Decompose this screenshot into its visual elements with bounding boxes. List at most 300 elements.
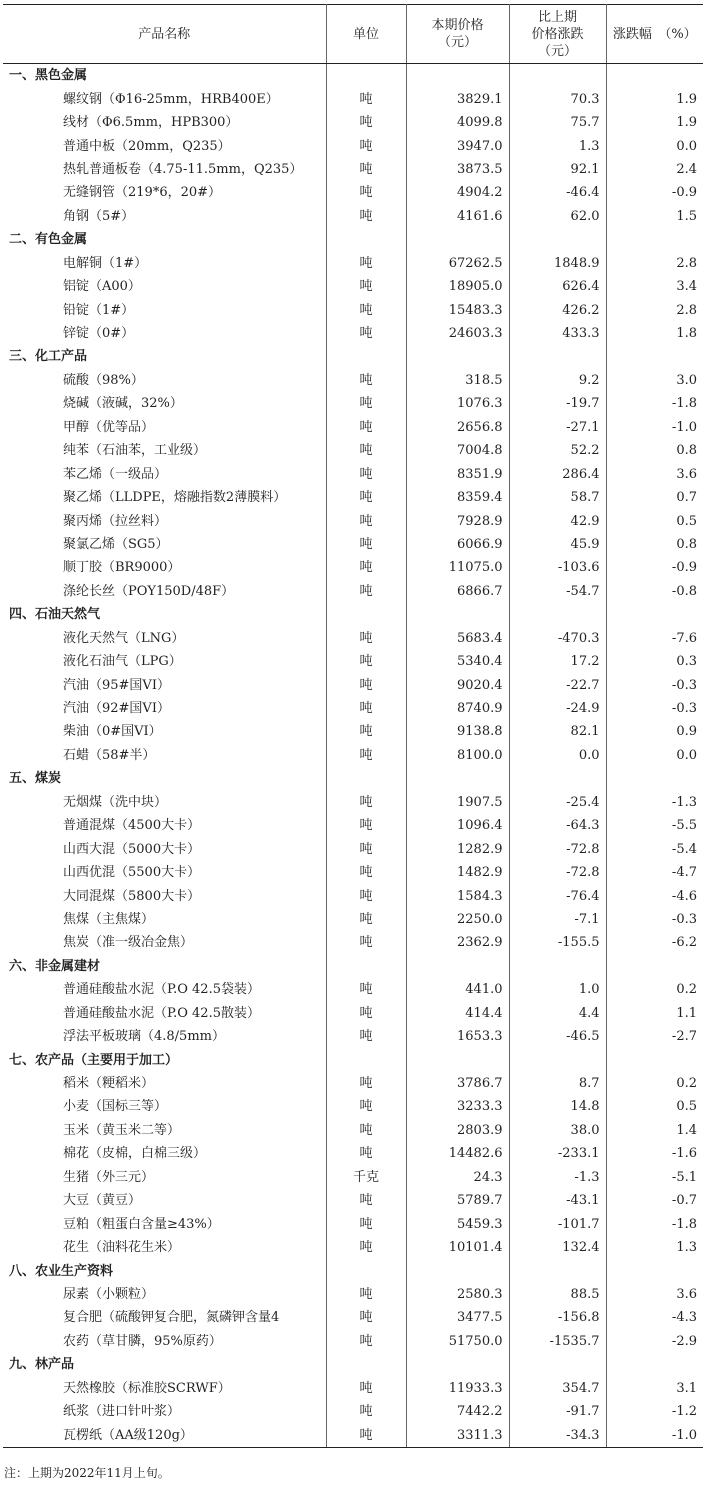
table-row [3, 814, 703, 837]
current-price: 6866.7 [406, 580, 509, 603]
product-unit: 吨 [326, 1072, 406, 1095]
change-percent: 0.0 [606, 744, 703, 767]
product-unit: 吨 [326, 744, 406, 767]
price-change: -54.7 [509, 580, 606, 603]
table-row [3, 720, 703, 743]
empty-cell [606, 1259, 703, 1282]
empty-cell [406, 345, 509, 368]
price-change: 8.7 [509, 1072, 606, 1095]
product-name: 大豆（黄豆） [3, 1189, 326, 1212]
product-unit: 吨 [326, 392, 406, 415]
product-name: 纸浆（进口针叶浆） [3, 1400, 326, 1423]
current-price: 8740.9 [406, 697, 509, 720]
product-unit: 吨 [326, 275, 406, 298]
price-change: -27.1 [509, 416, 606, 439]
current-price: 9138.8 [406, 720, 509, 743]
product-unit: 吨 [326, 1189, 406, 1212]
product-unit: 吨 [326, 837, 406, 860]
current-price: 2803.9 [406, 1119, 509, 1142]
table-row [3, 931, 703, 954]
product-name: 液化石油气（LPG） [3, 650, 326, 673]
empty-cell [606, 603, 703, 626]
category-row [3, 1259, 703, 1282]
change-percent: -7.6 [606, 627, 703, 650]
empty-cell [606, 1353, 703, 1376]
price-change: 626.4 [509, 275, 606, 298]
table-row [3, 134, 703, 157]
change-percent: 2.8 [606, 298, 703, 321]
current-price: 51750.0 [406, 1330, 509, 1353]
empty-cell [406, 1048, 509, 1071]
category-row [3, 1048, 703, 1071]
table-row [3, 1400, 703, 1423]
product-unit: 吨 [326, 556, 406, 579]
product-unit: 吨 [326, 134, 406, 157]
product-name: 棉花（皮棉，白棉三级） [3, 1142, 326, 1165]
current-price: 3947.0 [406, 134, 509, 157]
current-price: 6066.9 [406, 533, 509, 556]
category-title: 七、农产品（主要用于加工） [3, 1048, 326, 1071]
current-price: 1282.9 [406, 837, 509, 860]
current-price: 4904.2 [406, 181, 509, 204]
table-row [3, 884, 703, 907]
empty-cell [509, 228, 606, 251]
price-change: 70.3 [509, 87, 606, 110]
price-change: 62.0 [509, 205, 606, 228]
change-percent: 0.3 [606, 650, 703, 673]
change-percent: -1.0 [606, 1423, 703, 1447]
product-name: 生猪（外三元） [3, 1166, 326, 1189]
table-row [3, 556, 703, 579]
current-price: 4099.8 [406, 111, 509, 134]
price-change: 17.2 [509, 650, 606, 673]
product-unit: 吨 [326, 1002, 406, 1025]
change-percent: -1.8 [606, 1212, 703, 1235]
current-price: 2250.0 [406, 908, 509, 931]
table-row [3, 1025, 703, 1048]
product-unit: 吨 [326, 1142, 406, 1165]
product-name: 山西大混（5000大卡） [3, 837, 326, 860]
current-price: 5340.4 [406, 650, 509, 673]
change-percent: -0.9 [606, 556, 703, 579]
price-change: -72.8 [509, 861, 606, 884]
category-title: 二、有色金属 [3, 228, 326, 251]
current-price: 2580.3 [406, 1283, 509, 1306]
current-price: 318.5 [406, 369, 509, 392]
change-percent: 3.1 [606, 1377, 703, 1400]
product-name: 液化天然气（LNG） [3, 627, 326, 650]
change-percent: -5.4 [606, 837, 703, 860]
change-percent: 1.8 [606, 322, 703, 345]
product-name: 聚氯乙烯（SG5） [3, 533, 326, 556]
product-unit: 吨 [326, 791, 406, 814]
table-row [3, 486, 703, 509]
current-price: 1076.3 [406, 392, 509, 415]
product-name: 涤纶长丝（POY150D/48F） [3, 580, 326, 603]
header-pct: 涨跌幅 （%） [606, 5, 703, 64]
table-row [3, 1330, 703, 1353]
price-change: 58.7 [509, 486, 606, 509]
product-unit: 吨 [326, 486, 406, 509]
product-unit: 吨 [326, 252, 406, 275]
table-row [3, 837, 703, 860]
change-percent: -0.3 [606, 908, 703, 931]
price-change: -233.1 [509, 1142, 606, 1165]
product-unit: 吨 [326, 439, 406, 462]
current-price: 3829.1 [406, 87, 509, 110]
change-percent: -0.3 [606, 673, 703, 696]
change-percent: -4.6 [606, 884, 703, 907]
current-price: 4161.6 [406, 205, 509, 228]
price-change: -1.3 [509, 1166, 606, 1189]
table-row [3, 1306, 703, 1329]
change-percent: -1.0 [606, 416, 703, 439]
empty-cell [606, 64, 703, 88]
current-price: 8351.9 [406, 462, 509, 485]
current-price: 414.4 [406, 1002, 509, 1025]
change-percent: -1.8 [606, 392, 703, 415]
product-name: 角钢（5#） [3, 205, 326, 228]
price-change: -64.3 [509, 814, 606, 837]
empty-cell [326, 64, 406, 88]
price-table [3, 4, 703, 1448]
current-price: 10101.4 [406, 1236, 509, 1259]
change-percent: -0.9 [606, 181, 703, 204]
price-change: 4.4 [509, 1002, 606, 1025]
product-unit: 吨 [326, 861, 406, 884]
product-unit: 吨 [326, 1119, 406, 1142]
product-name: 瓦楞纸（AA级120g） [3, 1423, 326, 1447]
change-percent: -1.6 [606, 1142, 703, 1165]
product-name: 硫酸（98%） [3, 369, 326, 392]
product-unit: 吨 [326, 205, 406, 228]
empty-cell [606, 767, 703, 790]
price-change: 45.9 [509, 533, 606, 556]
table-row [3, 111, 703, 134]
current-price: 2656.8 [406, 416, 509, 439]
category-title: 一、黑色金属 [3, 64, 326, 88]
category-title: 三、化工产品 [3, 345, 326, 368]
table-row [3, 158, 703, 181]
empty-cell [406, 767, 509, 790]
header-name: 产品名称 [3, 5, 326, 64]
product-unit: 吨 [326, 673, 406, 696]
change-percent: 1.5 [606, 205, 703, 228]
price-change: -470.3 [509, 627, 606, 650]
price-change: -155.5 [509, 931, 606, 954]
empty-cell [509, 1353, 606, 1376]
empty-cell [326, 228, 406, 251]
product-unit: 吨 [326, 720, 406, 743]
table-row [3, 439, 703, 462]
table-row [3, 1283, 703, 1306]
change-percent: 3.4 [606, 275, 703, 298]
current-price: 2362.9 [406, 931, 509, 954]
category-title: 五、煤炭 [3, 767, 326, 790]
product-unit: 吨 [326, 1306, 406, 1329]
current-price: 67262.5 [406, 252, 509, 275]
product-unit: 吨 [326, 814, 406, 837]
price-change: 1848.9 [509, 252, 606, 275]
product-name: 花生（油料花生米） [3, 1236, 326, 1259]
change-percent: 3.6 [606, 462, 703, 485]
price-change: -25.4 [509, 791, 606, 814]
current-price: 7004.8 [406, 439, 509, 462]
change-percent: 0.8 [606, 533, 703, 556]
product-name: 焦炭（准一级冶金焦） [3, 931, 326, 954]
product-unit: 吨 [326, 322, 406, 345]
price-change: -46.4 [509, 181, 606, 204]
current-price: 5789.7 [406, 1189, 509, 1212]
price-change: 1.3 [509, 134, 606, 157]
change-percent: -4.7 [606, 861, 703, 884]
change-percent: -5.5 [606, 814, 703, 837]
current-price: 24603.3 [406, 322, 509, 345]
header-unit: 单位 [326, 5, 406, 64]
change-percent: -1.2 [606, 1400, 703, 1423]
empty-cell [326, 1048, 406, 1071]
change-percent: 2.8 [606, 252, 703, 275]
change-percent: 3.6 [606, 1283, 703, 1306]
current-price: 5459.3 [406, 1212, 509, 1235]
price-change: -91.7 [509, 1400, 606, 1423]
current-price: 3786.7 [406, 1072, 509, 1095]
current-price: 1482.9 [406, 861, 509, 884]
empty-cell [326, 603, 406, 626]
current-price: 11075.0 [406, 556, 509, 579]
table-row [3, 978, 703, 1001]
current-price: 3311.3 [406, 1423, 509, 1447]
product-unit: 吨 [326, 1377, 406, 1400]
product-name: 电解铜（1#） [3, 252, 326, 275]
product-name: 普通中板（20mm，Q235） [3, 134, 326, 157]
product-name: 柴油（0#国VI） [3, 720, 326, 743]
price-change: -34.3 [509, 1423, 606, 1447]
category-row [3, 955, 703, 978]
product-unit: 吨 [326, 1400, 406, 1423]
change-percent: 1.9 [606, 111, 703, 134]
product-unit: 吨 [326, 416, 406, 439]
price-change: 75.7 [509, 111, 606, 134]
product-name: 热轧普通板卷（4.75-11.5mm，Q235） [3, 158, 326, 181]
table-row [3, 697, 703, 720]
price-change: 354.7 [509, 1377, 606, 1400]
category-row [3, 767, 703, 790]
empty-cell [406, 228, 509, 251]
category-title: 八、农业生产资料 [3, 1259, 326, 1282]
product-unit: 吨 [326, 1330, 406, 1353]
current-price: 7442.2 [406, 1400, 509, 1423]
change-percent: 0.2 [606, 978, 703, 1001]
change-percent: -0.8 [606, 580, 703, 603]
current-price: 3873.5 [406, 158, 509, 181]
current-price: 24.3 [406, 1166, 509, 1189]
change-percent: 0.9 [606, 720, 703, 743]
product-unit: 吨 [326, 158, 406, 181]
empty-cell [606, 1048, 703, 1071]
empty-cell [326, 1353, 406, 1376]
product-name: 农药（草甘膦，95%原药） [3, 1330, 326, 1353]
product-name: 无缝钢管（219*6，20#） [3, 181, 326, 204]
table-row [3, 861, 703, 884]
product-name: 螺纹钢（Φ16-25mm，HRB400E） [3, 87, 326, 110]
category-title: 四、石油天然气 [3, 603, 326, 626]
price-change: -103.6 [509, 556, 606, 579]
change-percent: 3.0 [606, 369, 703, 392]
category-row [3, 603, 703, 626]
table-row [3, 181, 703, 204]
price-change: 286.4 [509, 462, 606, 485]
price-change: 38.0 [509, 1119, 606, 1142]
price-change: 14.8 [509, 1095, 606, 1118]
current-price: 5683.4 [406, 627, 509, 650]
product-name: 锌锭（0#） [3, 322, 326, 345]
table-row [3, 205, 703, 228]
price-change: 1.0 [509, 978, 606, 1001]
product-unit: 吨 [326, 697, 406, 720]
current-price: 8100.0 [406, 744, 509, 767]
product-unit: 吨 [326, 884, 406, 907]
price-change: -19.7 [509, 392, 606, 415]
current-price: 9020.4 [406, 673, 509, 696]
price-change: -1535.7 [509, 1330, 606, 1353]
change-percent: 2.4 [606, 158, 703, 181]
product-unit: 千克 [326, 1166, 406, 1189]
table-row [3, 416, 703, 439]
product-unit: 吨 [326, 111, 406, 134]
table-row [3, 1377, 703, 1400]
price-change: 82.1 [509, 720, 606, 743]
change-percent: -2.9 [606, 1330, 703, 1353]
change-percent: 0.8 [606, 439, 703, 462]
product-name: 焦煤（主焦煤） [3, 908, 326, 931]
price-change: -24.9 [509, 697, 606, 720]
price-change: -22.7 [509, 673, 606, 696]
table-row [3, 322, 703, 345]
table-row [3, 1119, 703, 1142]
table-row [3, 1189, 703, 1212]
table-row [3, 392, 703, 415]
price-change: 433.3 [509, 322, 606, 345]
product-unit: 吨 [326, 1423, 406, 1447]
current-price: 1907.5 [406, 791, 509, 814]
empty-cell [326, 345, 406, 368]
empty-cell [606, 955, 703, 978]
product-unit: 吨 [326, 1095, 406, 1118]
change-percent: 0.0 [606, 134, 703, 157]
product-unit: 吨 [326, 650, 406, 673]
change-percent: -5.1 [606, 1166, 703, 1189]
current-price: 8359.4 [406, 486, 509, 509]
product-unit: 吨 [326, 298, 406, 321]
product-name: 大同混煤（5800大卡） [3, 884, 326, 907]
empty-cell [326, 955, 406, 978]
table-row [3, 1072, 703, 1095]
price-change: -43.1 [509, 1189, 606, 1212]
empty-cell [509, 345, 606, 368]
category-row [3, 64, 703, 88]
product-name: 聚丙烯（拉丝料） [3, 509, 326, 532]
category-title: 九、林产品 [3, 1353, 326, 1376]
product-name: 稻米（粳稻米） [3, 1072, 326, 1095]
empty-cell [406, 64, 509, 88]
header-diff: 比上期 价格涨跌 （元） [509, 5, 606, 64]
empty-cell [509, 64, 606, 88]
product-unit: 吨 [326, 181, 406, 204]
current-price: 1653.3 [406, 1025, 509, 1048]
change-percent: 0.2 [606, 1072, 703, 1095]
product-name: 无烟煤（洗中块） [3, 791, 326, 814]
product-name: 尿素（小颗粒） [3, 1283, 326, 1306]
empty-cell [326, 767, 406, 790]
change-percent: 1.4 [606, 1119, 703, 1142]
table-row [3, 650, 703, 673]
empty-cell [509, 603, 606, 626]
current-price: 18905.0 [406, 275, 509, 298]
product-name: 山西优混（5500大卡） [3, 861, 326, 884]
empty-cell [406, 955, 509, 978]
change-percent: 1.1 [606, 1002, 703, 1025]
product-name: 铅锭（1#） [3, 298, 326, 321]
product-name: 普通硅酸盐水泥（P.O 42.5散装） [3, 1002, 326, 1025]
table-row [3, 87, 703, 110]
table-row [3, 298, 703, 321]
empty-cell [406, 603, 509, 626]
current-price: 3477.5 [406, 1306, 509, 1329]
product-unit: 吨 [326, 369, 406, 392]
price-change: 132.4 [509, 1236, 606, 1259]
product-name: 甲醇（优等品） [3, 416, 326, 439]
table-body [3, 64, 703, 1448]
current-price: 7928.9 [406, 509, 509, 532]
product-unit: 吨 [326, 509, 406, 532]
product-unit: 吨 [326, 462, 406, 485]
table-row [3, 580, 703, 603]
change-percent: 1.3 [606, 1236, 703, 1259]
current-price: 1096.4 [406, 814, 509, 837]
table-header [3, 5, 703, 64]
product-name: 天然橡胶（标准胶SCRWF） [3, 1377, 326, 1400]
product-name: 玉米（黄玉米二等） [3, 1119, 326, 1142]
product-unit: 吨 [326, 978, 406, 1001]
product-unit: 吨 [326, 533, 406, 556]
table-row [3, 462, 703, 485]
product-name: 聚乙烯（LLDPE，熔融指数2薄膜料） [3, 486, 326, 509]
table-row [3, 1166, 703, 1189]
product-unit: 吨 [326, 87, 406, 110]
price-change: -156.8 [509, 1306, 606, 1329]
empty-cell [606, 228, 703, 251]
product-name: 浮法平板玻璃（4.8/5mm） [3, 1025, 326, 1048]
change-percent: -1.3 [606, 791, 703, 814]
current-price: 15483.3 [406, 298, 509, 321]
product-name: 普通硅酸盐水泥（P.O 42.5袋装） [3, 978, 326, 1001]
product-name: 豆粕（粗蛋白含量≥43%） [3, 1212, 326, 1235]
product-name: 普通混煤（4500大卡） [3, 814, 326, 837]
product-name: 线材（Φ6.5mm，HPB300） [3, 111, 326, 134]
change-percent: 0.5 [606, 1095, 703, 1118]
table-row [3, 1002, 703, 1025]
product-name: 顺丁胶（BR9000） [3, 556, 326, 579]
change-percent: 1.9 [606, 87, 703, 110]
product-name: 纯苯（石油苯，工业级） [3, 439, 326, 462]
product-name: 铝锭（A00） [3, 275, 326, 298]
table-row [3, 627, 703, 650]
product-name: 汽油（95#国VI） [3, 673, 326, 696]
empty-cell [406, 1353, 509, 1376]
product-name: 石蜡（58#半） [3, 744, 326, 767]
empty-cell [606, 345, 703, 368]
